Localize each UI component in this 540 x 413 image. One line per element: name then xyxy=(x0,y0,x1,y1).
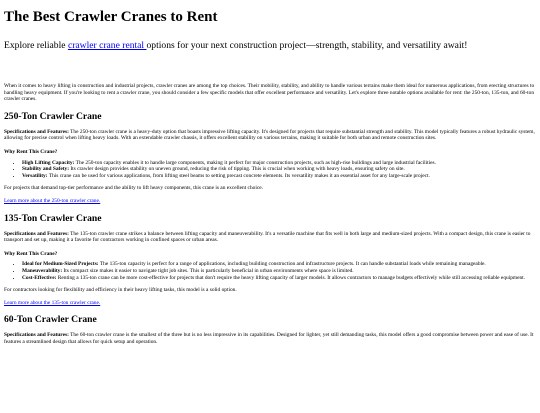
benefit-text: Its crawler design provides stability on uneven ground, reducing the risk of tipping. This is crucial when working with heavy loads, ensuring safety on site. xyxy=(69,166,405,173)
spec-label: Specifications and Features: xyxy=(4,230,69,237)
benefit-text: This crane can be used for various applications, from lifting steel beams to setting precast concrete elements. Its versatility makes it an essential asset for any large-scale project. xyxy=(47,172,430,179)
section-135-ton xyxy=(4,213,536,307)
learn-more-250-ton-link[interactable]: Learn more about the 250-ton crawler crane. xyxy=(4,197,101,204)
section-250-ton xyxy=(4,111,536,205)
list-item xyxy=(22,166,536,173)
section-heading: 135-Ton Crawler Crane xyxy=(4,212,102,224)
why-rent-heading: Why Rent This Crane? xyxy=(4,250,58,257)
benefit-list xyxy=(4,261,536,281)
benefit-label: Stability and Safety: xyxy=(22,166,70,173)
benefit-label: Cost-Effective: xyxy=(22,274,57,281)
benefit-label: Versatility: xyxy=(22,172,48,179)
lead-paragraph: When it comes to heavy lifting in construction and industrial projects, crawler cranes are among the top choices. Their mobility, stability, and ability to handle various terrains make them ideal for numerous applications, from erecting structures to handling heavy equipment. If you're looking to rent a crawler crane, you should consider a few specific models that offer excellent performance and versatility. Let's explore three notable options available for rent: the 250-ton, 135-ton, and 60-ton crawler cranes. xyxy=(4,83,535,103)
intro-text-before: Explore reliable xyxy=(4,40,68,51)
learn-more-135-ton-link[interactable]: Learn more about the 135-ton crawler crane. xyxy=(4,299,101,306)
why-rent-heading: Why Rent This Crane? xyxy=(4,148,58,155)
spec-paragraph xyxy=(4,332,536,345)
spec-paragraph xyxy=(4,231,536,244)
spec-label: Specifications and Features: xyxy=(4,128,69,135)
benefit-list xyxy=(4,160,536,180)
benefit-label: Maneuverability: xyxy=(22,267,63,274)
intro-paragraph xyxy=(4,40,536,52)
list-item xyxy=(22,261,536,268)
benefit-text: The 250-ton capacity enables it to handle large components, making it perfect for major construction projects, such as high-rise buildings and large industrial facilities. xyxy=(74,159,436,166)
benefit-text: Renting a 135-ton crane can be more cost-effective for projects that don't require the heavy lifting capacity of larger models. It allows contractors to manage budgets effectively while still accessing reliable equipment. xyxy=(56,274,526,281)
benefit-text: Its compact size makes it easier to navigate tight job sites. This is particularly beneficial in urban environments where space is limited. xyxy=(62,267,354,274)
closing-paragraph: For projects that demand top-tier performance and the ability to lift heavy components, this crane is an excellent choice. xyxy=(4,185,263,192)
spec-text: The 250-ton crawler crane is a heavy-duty option that boasts impressive lifting capacity. It's designed for projects that require substantial strength and stability. This model typically features a robust hydraulic system, allowing for precise control when lifting heavy loads. With an extendable crawler chassis, it offers excellent stability on various terrains, making it suitable for both urban and remote construction sites. xyxy=(4,128,535,142)
page-title: The Best Crawler Cranes to Rent xyxy=(4,9,218,25)
section-heading: 60-Ton Crawler Crane xyxy=(4,314,97,326)
section-heading: 250-Ton Crawler Crane xyxy=(4,110,102,122)
spec-text: The 135-ton crawler crane strikes a balance between lifting capacity and maneuverability. It's a versatile machine that fits well in both large and medium-sized projects. With a compact design, this crane is easier to transport and set up, making it a favorite for contractors working in confined spaces or urban areas. xyxy=(4,230,531,244)
list-item xyxy=(22,275,536,282)
benefit-label: Ideal for Medium-Sized Projects: xyxy=(22,261,99,268)
spec-label: Specifications and Features: xyxy=(4,332,69,339)
closing-paragraph: For contractors looking for flexibility and efficiency in their heavy lifting tasks, this model is a solid option. xyxy=(4,287,237,294)
intro-text-after: options for your next construction project—strength, stability, and versatility await! xyxy=(146,40,468,51)
crawler-crane-rental-link[interactable]: crawler crane rental xyxy=(67,40,147,51)
article xyxy=(0,8,540,345)
section-60-ton xyxy=(4,314,536,345)
spec-paragraph xyxy=(4,129,536,142)
benefit-label: High Lifting Capacity: xyxy=(22,159,75,166)
list-item xyxy=(22,173,536,180)
spec-text: The 60-ton crawler crane is the smallest of the three but is no less impressive in its capabilities. Designed for lighter, yet still demanding tasks, this model offers a good compromise between power and ease of use. It features a streamlined design that allows for quick setup and operation. xyxy=(4,332,534,345)
list-item xyxy=(22,268,536,275)
benefit-text: The 135-ton capacity is perfect for a range of applications, including building construction and infrastructure projects. It can handle substantial loads while remaining manageable. xyxy=(98,261,486,268)
